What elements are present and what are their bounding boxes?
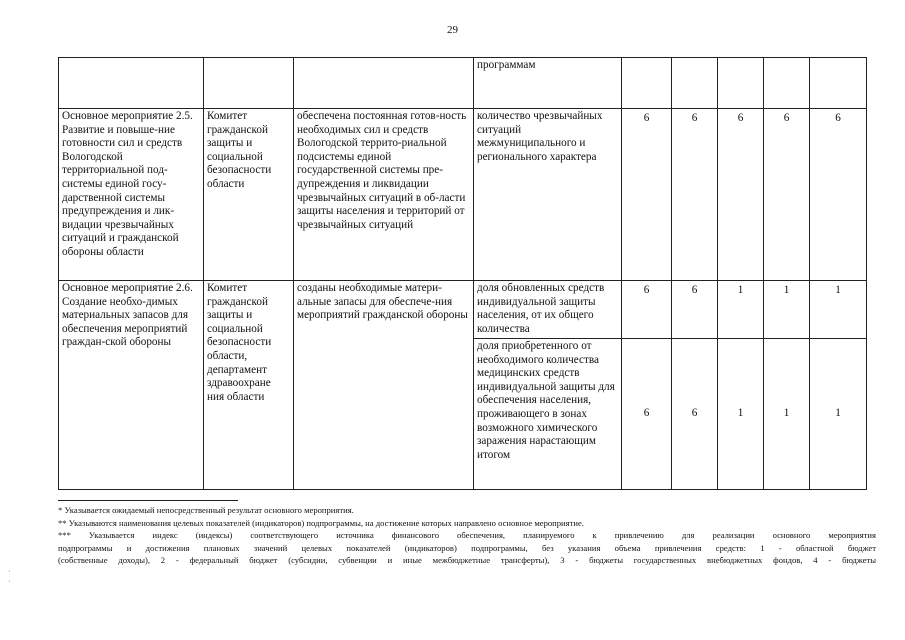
value-cell: 1 xyxy=(718,281,764,339)
indicator-cell: доля приобретенного от необходимого количества медицинских средств индивидуальной защиты для обеспечения населения, проживающего в зонах возможного химического заражения нарастающим итогом xyxy=(474,339,622,490)
value-cell: 1 xyxy=(764,339,810,490)
result-cell: обеспечена постоянная готов-ность необходимых сил и средств Вологодской террито-риальной подсистемы единой государственной системы пре-дупреждения и ликвидации чрезвычайных ситуаций в об-ласти защиты населения и территорий от чрезвычайных ситуаций xyxy=(294,109,474,281)
value-cell xyxy=(764,58,810,109)
footnote-3-line-1: *** Указывается индекс (индексы) соответствующего источника финансового обеспечения, планируемого к привлечению для реализации основного мероприятия xyxy=(58,530,876,540)
value-cell: 1 xyxy=(764,281,810,339)
executor-cell: Комитет гражданской защиты и социальной безопасности области, департамент здравоохране ния области xyxy=(204,281,294,490)
indicator-cell: количество чрезвычайных ситуаций межмуниципального и регионального характера xyxy=(474,109,622,281)
event-cell: Основное мероприятие 2.5. Развитие и повыше-ние готовности сил и средств Вологодской территориальной под-системы единой госу-дарственной системы предупреждения и лик-видации чрезвычайных ситуаций и гражданской обороны области xyxy=(59,109,204,281)
indicator-cell: программам xyxy=(474,58,622,109)
value-cell xyxy=(810,58,867,109)
result-cell xyxy=(294,58,474,109)
value-cell xyxy=(622,58,672,109)
value-cell: 6 xyxy=(764,109,810,281)
result-cell: созданы необходимые матери-альные запасы для обеспече-ния мероприятий гражданской обороны xyxy=(294,281,474,490)
scan-edge-mark: ⋅ xyxy=(8,567,11,576)
value-cell: 6 xyxy=(672,339,718,490)
footnote-3-line-2: подпрограммы и достижения плановых значений целевых показателей (индикаторов) подпрограммы, без указания объема привлечения средств: 1 - областной бюджет xyxy=(58,542,876,553)
footnote-1: * Указывается ожидаемый непосредственный результат основного мероприятия. xyxy=(58,505,354,515)
page-number: 29 xyxy=(447,24,458,36)
value-cell: 6 xyxy=(622,339,672,490)
event-cell: Основное мероприятие 2.6. Создание необхо-димых материальных запасов для обеспечения мероприятий граждан-ской обороны xyxy=(59,281,204,490)
value-cell: 6 xyxy=(810,109,867,281)
event-cell xyxy=(59,58,204,109)
scan-edge-mark: ⋅ xyxy=(8,577,11,586)
executor-cell xyxy=(204,58,294,109)
table-row xyxy=(59,58,867,109)
program-table xyxy=(58,57,867,490)
value-cell: 1 xyxy=(810,281,867,339)
value-cell: 1 xyxy=(810,339,867,490)
value-cell xyxy=(672,58,718,109)
value-cell: 6 xyxy=(672,109,718,281)
value-cell: 6 xyxy=(718,109,764,281)
value-cell: 6 xyxy=(622,109,672,281)
executor-cell: Комитет гражданской защиты и социальной безопасности области xyxy=(204,109,294,281)
footnote-separator xyxy=(58,500,238,501)
table-row xyxy=(59,109,867,281)
value-cell xyxy=(718,58,764,109)
footnote-3-line-3: (собственные доходы), 2 - федеральный бюджет (субсидии, субвенции и иные межбюджетные трансферты), 3 - бюджеты государственных внебюджетных фондов, 4 - бюджеты xyxy=(58,555,876,565)
table-row xyxy=(59,281,867,339)
indicator-cell: доля обновленных средств индивидуальной защиты населения, от их общего количества xyxy=(474,281,622,339)
value-cell: 6 xyxy=(622,281,672,339)
value-cell: 1 xyxy=(718,339,764,490)
value-cell: 6 xyxy=(672,281,718,339)
footnotes xyxy=(58,500,876,567)
footnote-2: ** Указываются наименования целевых показателей (индикаторов) подпрограммы, на достижение которых направлено основное мероприятие. xyxy=(58,517,584,528)
